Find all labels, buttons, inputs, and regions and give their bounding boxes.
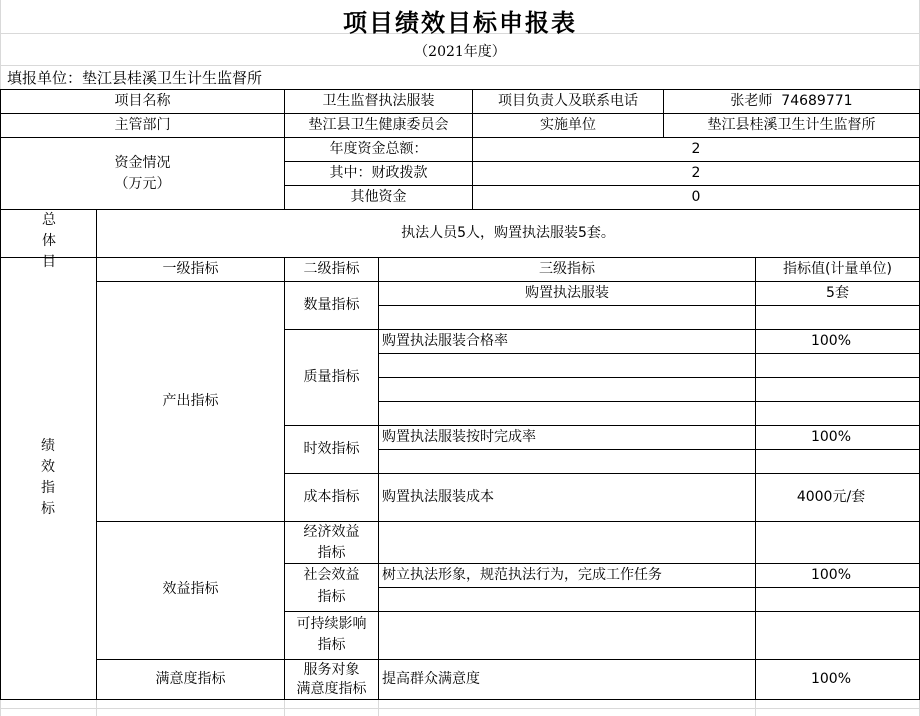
economic-benefit-label-2: 指标	[317, 545, 346, 561]
col-level1-header: 一级指标	[162, 261, 219, 277]
table-border	[0, 699, 920, 700]
benefit-indicator-label: 效益指标	[162, 581, 219, 597]
table-border	[378, 305, 920, 306]
funds-other-label: 其他资金	[350, 189, 407, 205]
table-border	[284, 329, 920, 330]
table-border	[284, 425, 920, 426]
gridline	[0, 708, 920, 709]
table-border	[284, 611, 920, 612]
table-border	[284, 185, 920, 186]
social-benefit-item: 树立执法形象，规范执法行为，完成工作任务	[382, 567, 662, 583]
owner-label: 项目负责人及联系电话	[498, 93, 638, 109]
timeliness-indicator-label: 时效指标	[303, 441, 360, 457]
funds-fiscal-value: 2	[691, 165, 701, 181]
satisfaction-item: 提高群众满意度	[382, 671, 480, 687]
table-border	[0, 89, 920, 90]
cost-indicator-label: 成本指标	[303, 489, 360, 505]
table-border	[96, 281, 920, 282]
col-level2-header: 二级指标	[303, 261, 360, 277]
table-border	[284, 473, 920, 474]
cost-value: 4000元/套	[796, 489, 866, 505]
sustainable-impact-label: 可持续影响	[296, 616, 367, 632]
dept-value: 垫江县卫生健康委员会	[308, 117, 449, 133]
impl-label: 实施单位	[540, 117, 596, 133]
dept-label: 主管部门	[114, 117, 171, 133]
performance-indicators-label: 绩效指标	[41, 438, 55, 517]
project-name-label: 项目名称	[114, 93, 171, 109]
social-benefit-value: 100%	[810, 567, 852, 583]
project-name-value: 卫生监督执法服装	[322, 93, 435, 109]
quality-indicator-label: 质量指标	[303, 369, 360, 385]
table-border	[378, 353, 920, 354]
col-level3-header: 三级指标	[539, 261, 595, 277]
table-border	[755, 257, 756, 700]
table-border	[284, 161, 920, 162]
output-indicator-label: 产出指标	[162, 393, 219, 409]
table-border	[0, 137, 920, 138]
table-border	[378, 257, 379, 700]
form-title: 项目绩效目标申报表	[343, 9, 577, 37]
table-border	[96, 521, 920, 522]
table-border	[0, 113, 920, 114]
funds-other-value: 0	[691, 189, 701, 205]
service-satisfaction-label-2: 满意度指标	[296, 681, 367, 697]
col-value-header: 指标值(计量单位)	[783, 261, 892, 277]
fill-unit: 填报单位：垫江县桂溪卫生计生监督所	[7, 69, 263, 87]
satisfaction-indicator-label: 满意度指标	[155, 671, 226, 687]
cost-item: 购置执法服装成本	[382, 489, 494, 505]
funds-total-value: 2	[691, 141, 701, 157]
timeliness-item: 购置执法服装按时完成率	[382, 429, 536, 445]
social-benefit-label: 社会效益	[303, 567, 360, 583]
social-benefit-label-2: 指标	[317, 589, 346, 605]
overall-goal-label-cell	[1, 210, 96, 270]
table-border	[284, 563, 920, 564]
gridline	[0, 65, 920, 66]
quality-item: 购置执法服装合格率	[382, 333, 508, 349]
satisfaction-value: 100%	[810, 671, 852, 687]
form-year: （2021年度）	[414, 44, 506, 60]
overall-goal-label: 总体目	[42, 212, 56, 270]
owner-value: 张老师 74689771	[730, 93, 853, 109]
table-border	[0, 257, 920, 258]
funds-label: 资金情况	[114, 155, 171, 171]
impl-value: 垫江县桂溪卫生计生监督所	[707, 117, 876, 133]
table-border	[378, 377, 920, 378]
gridline	[755, 699, 756, 716]
table-border	[96, 209, 97, 700]
overall-goal-text: 执法人员5人，购置执法服装5套。	[401, 225, 615, 241]
funds-total-label: 年度资金总额：	[329, 141, 428, 157]
quantity-item: 购置执法服装	[525, 285, 609, 301]
quantity-indicator-label: 数量指标	[303, 297, 360, 313]
funds-fiscal-label: 其中：财政拨款	[329, 165, 428, 181]
service-satisfaction-label: 服务对象	[303, 662, 360, 678]
table-border	[378, 449, 920, 450]
economic-benefit-label: 经济效益	[303, 524, 360, 540]
table-border	[378, 587, 920, 588]
funds-unit: （万元）	[114, 176, 171, 192]
sustainable-impact-label-2: 指标	[317, 637, 346, 653]
timeliness-value: 100%	[810, 429, 852, 445]
table-border	[0, 209, 920, 210]
gridline	[284, 699, 285, 716]
quantity-value: 5套	[826, 285, 849, 301]
gridline	[378, 699, 379, 716]
table-border	[378, 401, 920, 402]
quality-value: 100%	[810, 333, 852, 349]
gridline	[96, 699, 97, 716]
table-border	[96, 659, 920, 660]
